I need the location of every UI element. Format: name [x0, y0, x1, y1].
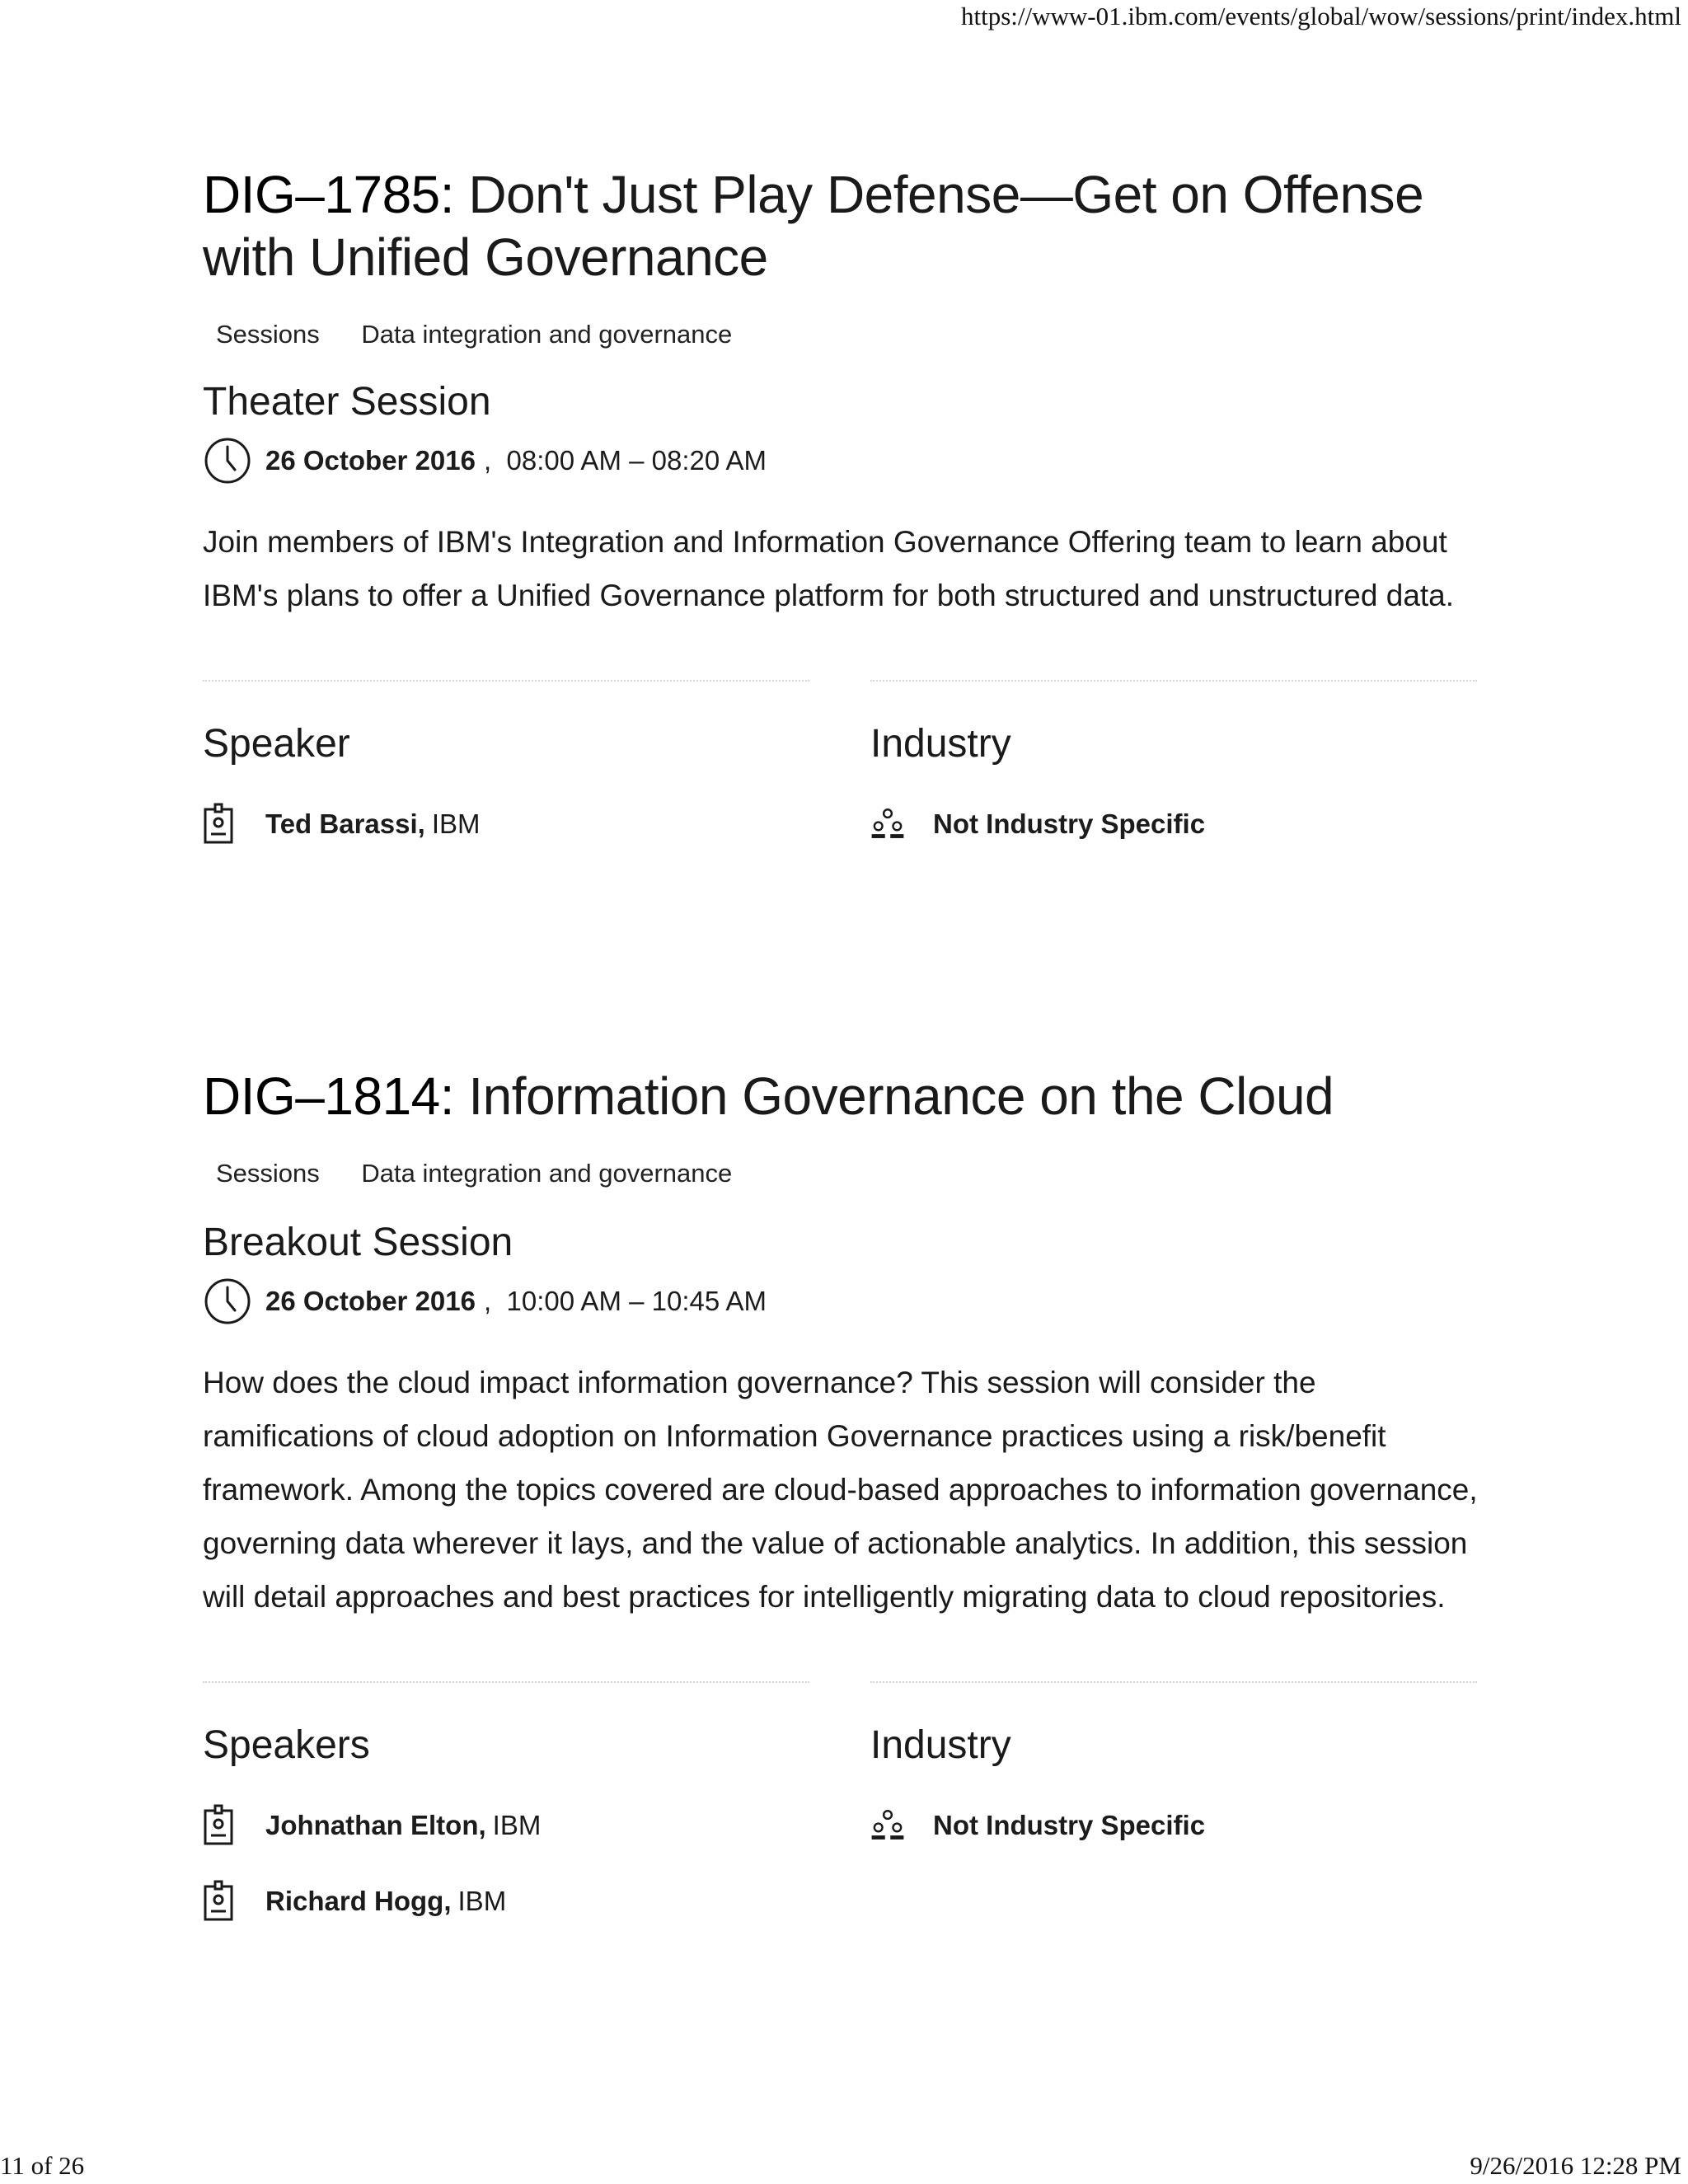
- breadcrumb-item[interactable]: Data integration and governance: [361, 320, 733, 349]
- divider: [203, 1681, 809, 1683]
- badge-icon: [203, 1880, 237, 1923]
- divider: [870, 680, 1477, 682]
- session-details: [203, 680, 1480, 878]
- badge-icon: [203, 803, 237, 846]
- industry-heading: Industry: [870, 722, 1011, 766]
- speakers-heading: Speaker: [203, 722, 350, 766]
- breadcrumb: [203, 1159, 1480, 1188]
- speaker-name: Ted Barassi,: [265, 808, 425, 839]
- session-time: 08:00 AM – 08:20 AM: [506, 445, 767, 476]
- time-separator: ,: [483, 445, 492, 476]
- industry-column: [870, 1681, 1477, 1847]
- session-title: [203, 1065, 1480, 1127]
- industry-item: [870, 1804, 1477, 1847]
- session-date: 26 October 2016: [265, 445, 476, 476]
- session-type: Theater Session: [203, 380, 491, 424]
- divider: [203, 680, 809, 682]
- session-date: 26 October 2016: [265, 1286, 476, 1316]
- breadcrumb-item[interactable]: Sessions: [216, 1159, 320, 1188]
- session-time: 10:00 AM – 10:45 AM: [506, 1286, 767, 1316]
- print-footer-page: 11 of 26: [0, 2151, 85, 2180]
- divider: [870, 1681, 1477, 1683]
- session-title-text: Don't Just Play Defense—Get on Offense with Unified Governance: [203, 165, 1424, 287]
- speaker-org: IBM: [431, 808, 481, 839]
- industry-column: [870, 680, 1477, 846]
- session-description: Join members of IBM's Integration and Information Governance Offering team to learn about IBM's plans to offer a Unified Governance platform for both structured and unstructured data.: [203, 525, 1455, 612]
- session-code: DIG–1785:: [203, 165, 455, 224]
- print-header-url: https://www-01.ibm.com/events/global/wow/sessions/print/index.html: [961, 2, 1681, 30]
- session-card: [203, 163, 1480, 878]
- industry-name: Not Industry Specific: [933, 1810, 1206, 1840]
- people-group-icon: [870, 803, 905, 846]
- print-footer-datetime: 9/26/2016 12:28 PM: [1470, 2151, 1681, 2180]
- speaker-org: IBM: [492, 1810, 542, 1840]
- session-code: DIG–1814:: [203, 1066, 455, 1126]
- speakers-column: [203, 1681, 809, 1923]
- people-group-icon: [870, 1804, 905, 1847]
- session-title: [203, 163, 1480, 288]
- industry-item: [870, 803, 1477, 846]
- speaker-item: [203, 1880, 809, 1923]
- session-card: [203, 1065, 1480, 1916]
- session-details: [203, 1681, 1480, 1916]
- session-datetime: [203, 436, 1480, 485]
- session-type: Breakout Session: [203, 1221, 513, 1264]
- breadcrumb-item[interactable]: Sessions: [216, 320, 320, 349]
- speaker-item: [203, 1804, 809, 1847]
- speaker-org: IBM: [457, 1886, 507, 1916]
- speakers-column: [203, 680, 809, 846]
- speaker-name: Johnathan Elton,: [265, 1810, 486, 1840]
- breadcrumb-item[interactable]: Data integration and governance: [361, 1159, 733, 1188]
- speaker-item: [203, 803, 809, 846]
- speaker-name: Richard Hogg,: [265, 1886, 452, 1916]
- clock-icon: [203, 1277, 252, 1326]
- badge-icon: [203, 1804, 237, 1847]
- session-description: How does the cloud impact information governance? This session will consider the ramifications of cloud adoption on Information Governance practices using a risk/benefit framework. Among the topics covered are cloud-based approaches to information governance, governing data wherever it lays, and the value of actionable analytics. In addition, this session will detail approaches and best practices for intelligently migrating data to cloud repositories.: [203, 1366, 1478, 1614]
- speakers-heading: Speakers: [203, 1723, 370, 1767]
- industry-heading: Industry: [870, 1723, 1011, 1767]
- session-datetime: [203, 1277, 1480, 1326]
- clock-icon: [203, 436, 252, 485]
- industry-name: Not Industry Specific: [933, 808, 1206, 839]
- breadcrumb: [203, 320, 1480, 349]
- session-title-text: Information Governance on the Cloud: [468, 1066, 1334, 1126]
- time-separator: ,: [483, 1286, 492, 1316]
